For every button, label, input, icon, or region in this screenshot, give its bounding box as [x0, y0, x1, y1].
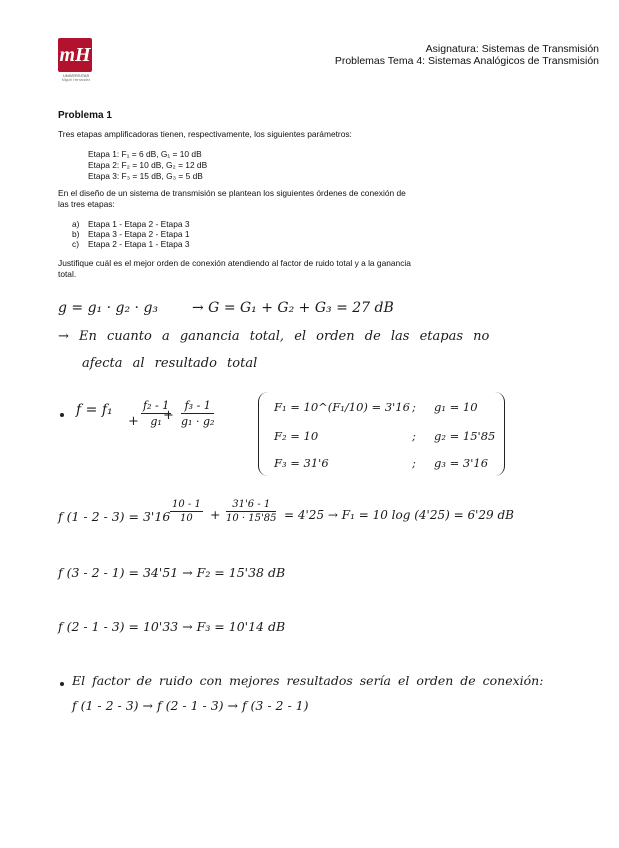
calc-123-denominator-2: 10 · 15'85 — [226, 513, 277, 524]
problem-title: Problema 1 — [58, 110, 112, 121]
calc-321: f (3 - 2 - 1) = 34'51 → F₂ = 15'38 dB — [58, 565, 286, 580]
box-row-3-f: F₃ = 31'6 — [274, 456, 329, 470]
option-text: Etapa 2 - Etapa 1 - Etapa 3 — [88, 239, 190, 249]
conclusion-text: El factor de ruido con mejores resultados sería el orden de conexión: — [72, 673, 544, 688]
topic-header: Problemas Tema 4: Sistemas Analógicos de Transmisión — [334, 55, 599, 67]
friis-plus-1: + — [128, 414, 139, 429]
friis-fraction-2 — [181, 399, 214, 428]
friis-numerator-2: f₃ - 1 — [181, 399, 214, 414]
calc-123-fraction-1 — [170, 499, 203, 524]
calc-213: f (2 - 1 - 3) = 10'33 → F₃ = 10'14 dB — [58, 619, 286, 634]
calc-123-plus: + — [210, 507, 221, 522]
gain-product-eq: g = g₁ · g₂ · g₃ — [58, 300, 159, 316]
option-letter: c) — [72, 239, 79, 249]
box-row-3-g: g₃ = 3'16 — [434, 456, 489, 470]
gain-note-line-2: afecta al resultado total — [82, 356, 258, 371]
friis-numerator-1: f₂ - 1 — [143, 399, 170, 412]
box-row-1-g: g₁ = 10 — [434, 400, 478, 414]
problem-design: En el diseño de un sistema de transmisión se plantean los siguientes órdenes de conexión de las tres etapas: — [58, 188, 406, 209]
bullet-icon — [60, 682, 64, 686]
option-letter: a) — [72, 219, 80, 229]
option-c — [72, 239, 190, 250]
stage-3: Etapa 3: F₃ = 15 dB, G₃ = 5 dB — [88, 171, 203, 181]
bullet-icon — [60, 413, 64, 417]
box-row-2-sep: ; — [412, 429, 416, 443]
friis-lhs: f = f₁ — [76, 402, 113, 418]
problem-question: Justifique cuál es el mejor orden de conexión atendiendo al factor de ruido total y a la ganancia total. — [58, 258, 411, 279]
calc-123-denominator-1: 10 — [180, 513, 193, 524]
option-letter: b) — [72, 229, 80, 239]
subject-header: Asignatura: Sistemas de Transmisión — [425, 43, 599, 55]
box-row-2-f: F₂ = 10 — [274, 429, 319, 443]
calc-123-numerator-1: 10 - 1 — [172, 499, 201, 510]
option-text: Etapa 3 - Etapa 2 - Etapa 1 — [88, 229, 190, 239]
box-row-1-f: F₁ = 10^(F₁/10) = 3'16 — [274, 400, 410, 414]
gain-note-line-1: → En cuanto a ganancia total, el orden de las etapas no — [58, 329, 490, 344]
box-row-1-sep: ; — [412, 400, 416, 414]
conclusion-ranking: f (1 - 2 - 3) → f (2 - 1 - 3) → f (3 - 2 - 1) — [72, 698, 309, 713]
friis-denominator-1: g₁ — [150, 415, 162, 428]
box-row-3-sep: ; — [412, 456, 416, 470]
calc-123-result: = 4'25 → F₁ = 10 log (4'25) = 6'29 dB — [284, 508, 514, 522]
stage-2: Etapa 2: F₂ = 10 dB, G₂ = 12 dB — [88, 160, 208, 170]
box-row-2-g: g₂ = 15'85 — [434, 429, 496, 443]
logo-name: UNIVERSITAS — [62, 73, 90, 78]
friis-plus-2: + — [163, 408, 174, 423]
calc-123-fraction-2 — [226, 499, 276, 524]
stage-1: Etapa 1: F₁ = 6 dB, G₁ = 10 dB — [88, 149, 202, 159]
logo-subname: Miguel Hernández — [61, 78, 91, 82]
calc-123-numerator-2: 31'6 - 1 — [226, 499, 276, 512]
problem-intro: Tres etapas amplificadoras tienen, respectivamente, los siguientes parámetros: — [58, 129, 352, 139]
calc-123-lhs: f (1 - 2 - 3) = 3'16 — [58, 509, 171, 524]
friis-denominator-2: g₁ · g₂ — [181, 415, 215, 428]
gain-db-eq: → G = G₁ + G₂ + G₃ = 27 dB — [192, 300, 394, 316]
university-logo: mH — [58, 38, 92, 72]
option-text: Etapa 1 - Etapa 2 - Etapa 3 — [88, 219, 190, 229]
